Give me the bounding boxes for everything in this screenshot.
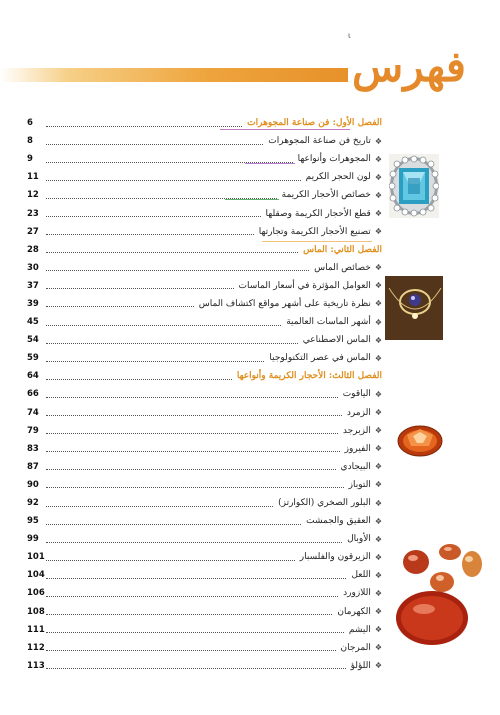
toc-entry-label: نظرة تاريخية على أشهر مواقع اكتشاف الماس <box>198 298 371 309</box>
page-number: 27 <box>27 226 39 237</box>
bullet-icon: ❖ <box>374 462 382 472</box>
bullet-icon: ❖ <box>374 299 382 309</box>
page-number: 113 <box>27 660 45 671</box>
bullet-icon: ❖ <box>374 516 382 526</box>
toc-item-row[interactable] <box>27 621 382 639</box>
toc-item-row[interactable] <box>27 566 382 584</box>
page-number: 11 <box>27 172 39 183</box>
toc-chapter-row[interactable] <box>27 241 382 259</box>
toc-entry-label: الماس الاصطناعي <box>302 335 371 346</box>
toc-item-row[interactable] <box>27 150 382 168</box>
bullet-icon: ❖ <box>374 172 382 182</box>
bullet-icon: ❖ <box>374 190 382 200</box>
toc-entry-label: الفصل الأول: فن صناعة المجوهرات <box>247 118 382 129</box>
toc-item-row[interactable] <box>27 186 382 204</box>
toc-entry <box>348 661 382 671</box>
page-number: 92 <box>27 498 39 509</box>
dot-leader <box>46 361 264 362</box>
toc-item-row[interactable] <box>27 277 382 295</box>
toc-entry <box>266 353 382 363</box>
toc-item-row[interactable] <box>27 422 382 440</box>
bullet-icon: ❖ <box>374 389 382 399</box>
bullet-icon: ❖ <box>374 534 382 544</box>
toc-entry <box>334 607 382 617</box>
page-number: 79 <box>27 425 39 436</box>
bullet-icon: ❖ <box>374 625 382 635</box>
bullet-icon: ❖ <box>374 227 382 237</box>
toc-item-row[interactable] <box>27 476 382 494</box>
toc-entry <box>348 570 382 580</box>
toc-entry <box>265 136 382 146</box>
page-number: 54 <box>27 335 39 346</box>
dot-leader <box>46 162 293 163</box>
bullet-icon: ❖ <box>374 444 382 454</box>
dot-leader <box>46 288 234 289</box>
page-number: 111 <box>27 624 45 635</box>
toc-entry <box>300 335 382 345</box>
bullet-icon: ❖ <box>374 281 382 291</box>
dot-leader <box>46 198 277 199</box>
bullet-icon: ❖ <box>374 661 382 671</box>
dot-leader <box>46 451 340 452</box>
toc-entry-label: الأوبال <box>347 534 371 545</box>
toc-entry-label: الزمرد <box>346 407 371 418</box>
bullet-icon: ❖ <box>374 426 382 436</box>
toc-item-row[interactable] <box>27 259 382 277</box>
dot-leader <box>46 325 281 326</box>
toc-entry <box>346 480 382 490</box>
toc-entry-label: تاريخ فن صناعة المجوهرات <box>268 136 371 147</box>
page-number: 12 <box>27 190 39 201</box>
toc-entry <box>342 444 382 454</box>
toc-entry <box>256 227 382 237</box>
toc-item-row[interactable] <box>27 639 382 657</box>
toc-entry-label: اللؤلؤ <box>350 660 371 671</box>
dot-leader <box>46 596 338 597</box>
page-number: 83 <box>27 443 39 454</box>
page-number: 39 <box>27 298 39 309</box>
toc-entry-label: الفصل الثالث: الأحجار الكريمة وأنواعها <box>236 371 382 382</box>
bullet-icon: ❖ <box>374 335 382 345</box>
dot-leader <box>46 397 338 398</box>
dot-leader <box>46 379 232 380</box>
toc-item-row[interactable] <box>27 385 382 403</box>
toc-entry-label: الزبرجد <box>342 425 371 436</box>
page-number: 28 <box>27 244 39 255</box>
dot-leader <box>46 433 338 434</box>
toc-entry <box>344 408 382 418</box>
toc-entry-label: لون الحجر الكريم <box>305 172 371 183</box>
toc-entry <box>311 263 382 273</box>
dot-leader <box>46 614 332 615</box>
page-number: 112 <box>27 642 45 653</box>
toc-entry <box>244 118 382 128</box>
toc-entry-label: البيجادي <box>340 461 371 472</box>
toc-entry <box>340 588 382 598</box>
page-number: 104 <box>27 570 45 581</box>
toc-entry <box>340 426 382 436</box>
dot-leader <box>46 650 336 651</box>
toc-item-row[interactable] <box>27 512 382 530</box>
bullet-icon: ❖ <box>374 643 382 653</box>
toc-entry <box>234 371 382 381</box>
blue-topaz-ring-image <box>389 154 439 218</box>
toc-item-row[interactable] <box>27 204 382 222</box>
page-number: 23 <box>27 208 39 219</box>
toc-entry <box>303 516 382 526</box>
dot-leader <box>46 343 298 344</box>
toc-item-row[interactable] <box>27 494 382 512</box>
toc-entry <box>346 625 382 635</box>
toc-item-row[interactable] <box>27 295 382 313</box>
page-number: 101 <box>27 552 45 563</box>
page-number: 108 <box>27 606 45 617</box>
toc-entry <box>340 389 382 399</box>
corner-mark: ι <box>348 31 351 40</box>
toc-entry <box>275 498 382 508</box>
dot-leader <box>46 668 346 669</box>
toc-entry-label: العقيق والجمشت <box>306 516 371 527</box>
dot-leader <box>46 234 254 235</box>
dot-leader <box>46 144 263 145</box>
toc-entry-label: التوباز <box>348 479 371 490</box>
toc-entry-label: اللازورد <box>343 588 371 599</box>
dot-leader <box>46 632 344 633</box>
toc-entry-label: الياقوت <box>342 389 371 400</box>
toc-entry <box>236 281 383 291</box>
dot-leader <box>46 216 261 217</box>
page-title: فهرس <box>352 42 466 91</box>
toc-entry-label: الزيرقون والفلسبار <box>299 552 371 563</box>
toc-item-row[interactable] <box>27 331 382 349</box>
toc-chapter-row[interactable] <box>27 114 382 132</box>
toc-entry <box>338 643 383 653</box>
dot-leader <box>46 252 298 253</box>
toc-entry-label: خصائص الأحجار الكريمة <box>281 190 371 201</box>
bullet-icon: ❖ <box>374 353 382 363</box>
page-number: 45 <box>27 317 39 328</box>
toc-item-row[interactable] <box>27 168 382 186</box>
page-number: 66 <box>27 389 39 400</box>
toc-item-row[interactable] <box>27 132 382 150</box>
toc-entry <box>279 190 382 200</box>
carnelian-stones-image <box>380 538 492 648</box>
toc-entry-label: أشهر الماسات العالمية <box>286 317 371 328</box>
toc-item-row[interactable] <box>27 440 382 458</box>
toc-entry-label: الكهرمان <box>337 606 371 617</box>
page-number: 95 <box>27 516 39 527</box>
bullet-icon: ❖ <box>374 154 382 164</box>
toc-entry <box>295 154 382 164</box>
bullet-icon: ❖ <box>374 408 382 418</box>
bullet-icon: ❖ <box>374 588 382 598</box>
toc-chapter-row[interactable] <box>27 367 382 385</box>
toc-entry-label: الماس في عصر التكنولوجيا <box>269 353 371 364</box>
page-number: 64 <box>27 371 39 382</box>
bullet-icon: ❖ <box>374 136 382 146</box>
page-number: 90 <box>27 479 39 490</box>
toc-entry <box>297 552 382 562</box>
page-number: 106 <box>27 588 45 599</box>
toc-item-row[interactable] <box>27 548 382 566</box>
toc-item-row[interactable] <box>27 584 382 602</box>
page-number: 8 <box>27 136 33 147</box>
dot-leader <box>46 180 301 181</box>
bullet-icon: ❖ <box>374 317 382 327</box>
page-number: 9 <box>27 154 33 165</box>
dot-leader <box>46 487 344 488</box>
toc-item-row[interactable] <box>27 313 382 331</box>
bullet-icon: ❖ <box>374 263 382 273</box>
toc-entry <box>300 245 382 255</box>
toc-item-row[interactable] <box>27 603 382 621</box>
toc-item-row[interactable] <box>27 223 382 241</box>
dot-leader <box>46 306 194 307</box>
toc-entry <box>263 209 382 219</box>
dot-leader <box>46 578 346 579</box>
toc-entry <box>196 299 382 309</box>
toc-entry-label: المرجان <box>340 642 371 653</box>
dot-leader <box>46 524 301 525</box>
dot-leader <box>46 560 295 561</box>
table-of-contents <box>27 114 382 675</box>
toc-item-row[interactable] <box>27 404 382 422</box>
toc-entry-label: خصائص الماس <box>314 262 371 273</box>
toc-entry-label: قطع الأحجار الكريمة وصقلها <box>265 208 371 219</box>
bullet-icon: ❖ <box>374 498 382 508</box>
header-gradient-bar <box>0 68 348 82</box>
page-number: 87 <box>27 461 39 472</box>
page-number: 74 <box>27 407 39 418</box>
toc-item-row[interactable] <box>27 349 382 367</box>
toc-entry-label: اليشم <box>348 624 371 635</box>
toc-entry-label: اللعل <box>351 570 371 581</box>
toc-entry-label: الفيروز <box>344 443 371 454</box>
page-number: 30 <box>27 262 39 273</box>
dot-leader <box>46 126 242 127</box>
toc-entry <box>303 172 382 182</box>
bullet-icon: ❖ <box>374 570 382 580</box>
bullet-icon: ❖ <box>374 552 382 562</box>
toc-item-row[interactable] <box>27 530 382 548</box>
page-number: 59 <box>27 353 39 364</box>
toc-entry <box>283 317 382 327</box>
diamond-pendant-image <box>385 276 443 340</box>
red-gemstone-image <box>395 420 445 460</box>
toc-entry-label: البلور الصخري (الكوارتز) <box>278 498 371 509</box>
toc-entry <box>344 534 382 544</box>
toc-entry-label: العوامل المؤثرة في أسعار الماسات <box>238 280 371 291</box>
toc-entry-label: تصنيع الأحجار الكريمة وتجارتها <box>258 226 371 237</box>
dot-leader <box>46 542 342 543</box>
dot-leader <box>46 469 336 470</box>
bullet-icon: ❖ <box>374 607 382 617</box>
dot-leader <box>46 270 309 271</box>
page-number: 37 <box>27 280 39 291</box>
page-number: 6 <box>27 118 33 129</box>
dot-leader <box>46 415 342 416</box>
toc-entry <box>338 462 382 472</box>
page-number: 99 <box>27 534 39 545</box>
toc-entry-label: الفصل الثاني: الماس <box>303 244 382 255</box>
dot-leader <box>46 506 273 507</box>
toc-item-row[interactable] <box>27 657 382 675</box>
toc-entry-label: المجوهرات وأنواعها <box>297 154 371 165</box>
bullet-icon: ❖ <box>374 480 382 490</box>
toc-item-row[interactable] <box>27 458 382 476</box>
bullet-icon: ❖ <box>374 209 382 219</box>
